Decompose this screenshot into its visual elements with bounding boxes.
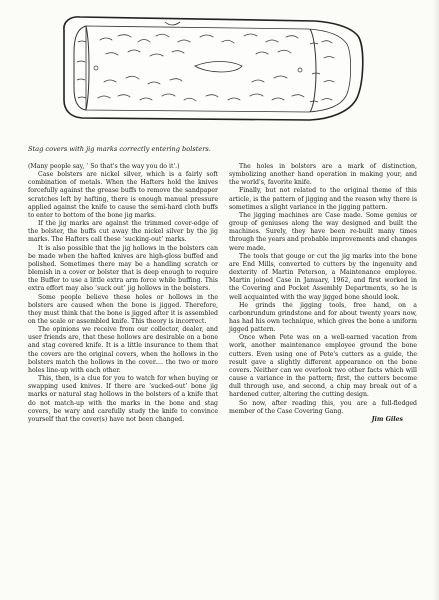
author-signature: Jim Giles bbox=[371, 415, 403, 423]
paragraph: The jigging machines are Case made. Some genius or group of geniuses along the way designed and built the machines. Surely, they have been re-built many times through the years and probable improvements and changes were made. bbox=[229, 211, 417, 252]
paragraph: (Many people say, ‘ So that's the way you do it'.) bbox=[28, 163, 180, 170]
paragraph: Some people believe these holes or hollows in the bolsters are caused when the bone is jigged. Therefore, they must think that the bone is jigged after it is assembled on the scale or assembled knife. This theory is incorrect. bbox=[28, 293, 218, 325]
paragraph: He grinds the jigging tools, free hand, on a carbonrundum grindstone and for about twenty years now, has had his own technique, which gives the bone a uniform jigged pattern. bbox=[229, 301, 417, 334]
paragraph: The opinions we receive from our collector, dealer, and user friends are, that these hollows are desirable on a bone and stag covered knife. It is a little insurance to them that the covers are the original covers, when the hollows in the bolsters match the hollows in the cover.... the two or more holes line-up with each other. bbox=[28, 326, 218, 374]
article-left-column bbox=[28, 163, 218, 424]
paragraph: It is also possible that the jig hollows in the bolsters can be made when the hafted knives are high-gloss buffed and polished. Sometimes there may be a handling scratch or blemish in a cover or bolster that is deep enough to require the Buffer to use a little extra arm force while buffing. This extra effort may also ‘suck out’ jig hollows in the bolsters. bbox=[28, 244, 218, 293]
page-edge-shadow bbox=[433, 0, 439, 600]
paragraph: Finally, but not related to the original theme of this article, is the pattern of jigging and the reason why there is sometimes a slight variance in the jigging pattern. bbox=[229, 187, 417, 211]
paragraph: So now, after reading this, you are a full-fledged member of the Case Covering Gang. bbox=[229, 399, 417, 415]
paragraph: Once when Pete was on a well-earned vacation from work, another maintenance employee ground the bone cutters. Even using one of Pete's cutters as a guide, the result gave a slightly different appearance on the bone covers. Neither can we overlook two other facts which will cause a variance in the pattern; first, the cutters become dull through use, and second, a chip may break out of a hardened cutter, altering the cutting design. bbox=[229, 334, 417, 399]
article-right-column bbox=[229, 163, 417, 424]
figure-caption: Stag covers with jig marks correctly entering bolsters. bbox=[28, 145, 211, 153]
paragraph: The holes in bolsters are a mark of distinction, symbolizing another hand operation in making your, and the world's, favorite knife. bbox=[229, 163, 417, 187]
paragraph: The tools that gouge or cut the jig marks into the bone are End Mills, converted to cutters by the ingenuity and dexterity of Martin Peterson, a Maintenance employee. Martin joined Case in January, 1962, and first worked in the Covering and Pocket Assembly Departments, so he is well acquainted with the way jigged bone should look. bbox=[229, 252, 417, 301]
paragraph: Case bolsters are nickel silver, which is a fairly soft combination of metals. When the Hafters hold the knives forcefully against the grease buffs to remove the sandpaper scratches left by hafting, there is enough manual pressure applied against the knife to cause the semi-hard cloth buffs to enter to bottom of the bone jig marks. bbox=[28, 171, 218, 219]
knife-illustration bbox=[60, 12, 370, 130]
paragraph: If the jig marks are against the trimmed cover-edge of the bolster, the buffs cut away the nickel silver by the jig marks. The Hafters call these ‘sucking-out’ marks. bbox=[28, 220, 218, 244]
paragraph: This, then, is a clue for you to watch for when buying or swapping used knives. If there are ‘sucked-out’ bone jig marks or natural stag hollows in the bolsters of a knife that do not match-up with the marks in the bone and stag covers, be wary and carefully study the knife to convince yourself that the cover(s) have not been changed. bbox=[28, 375, 218, 423]
